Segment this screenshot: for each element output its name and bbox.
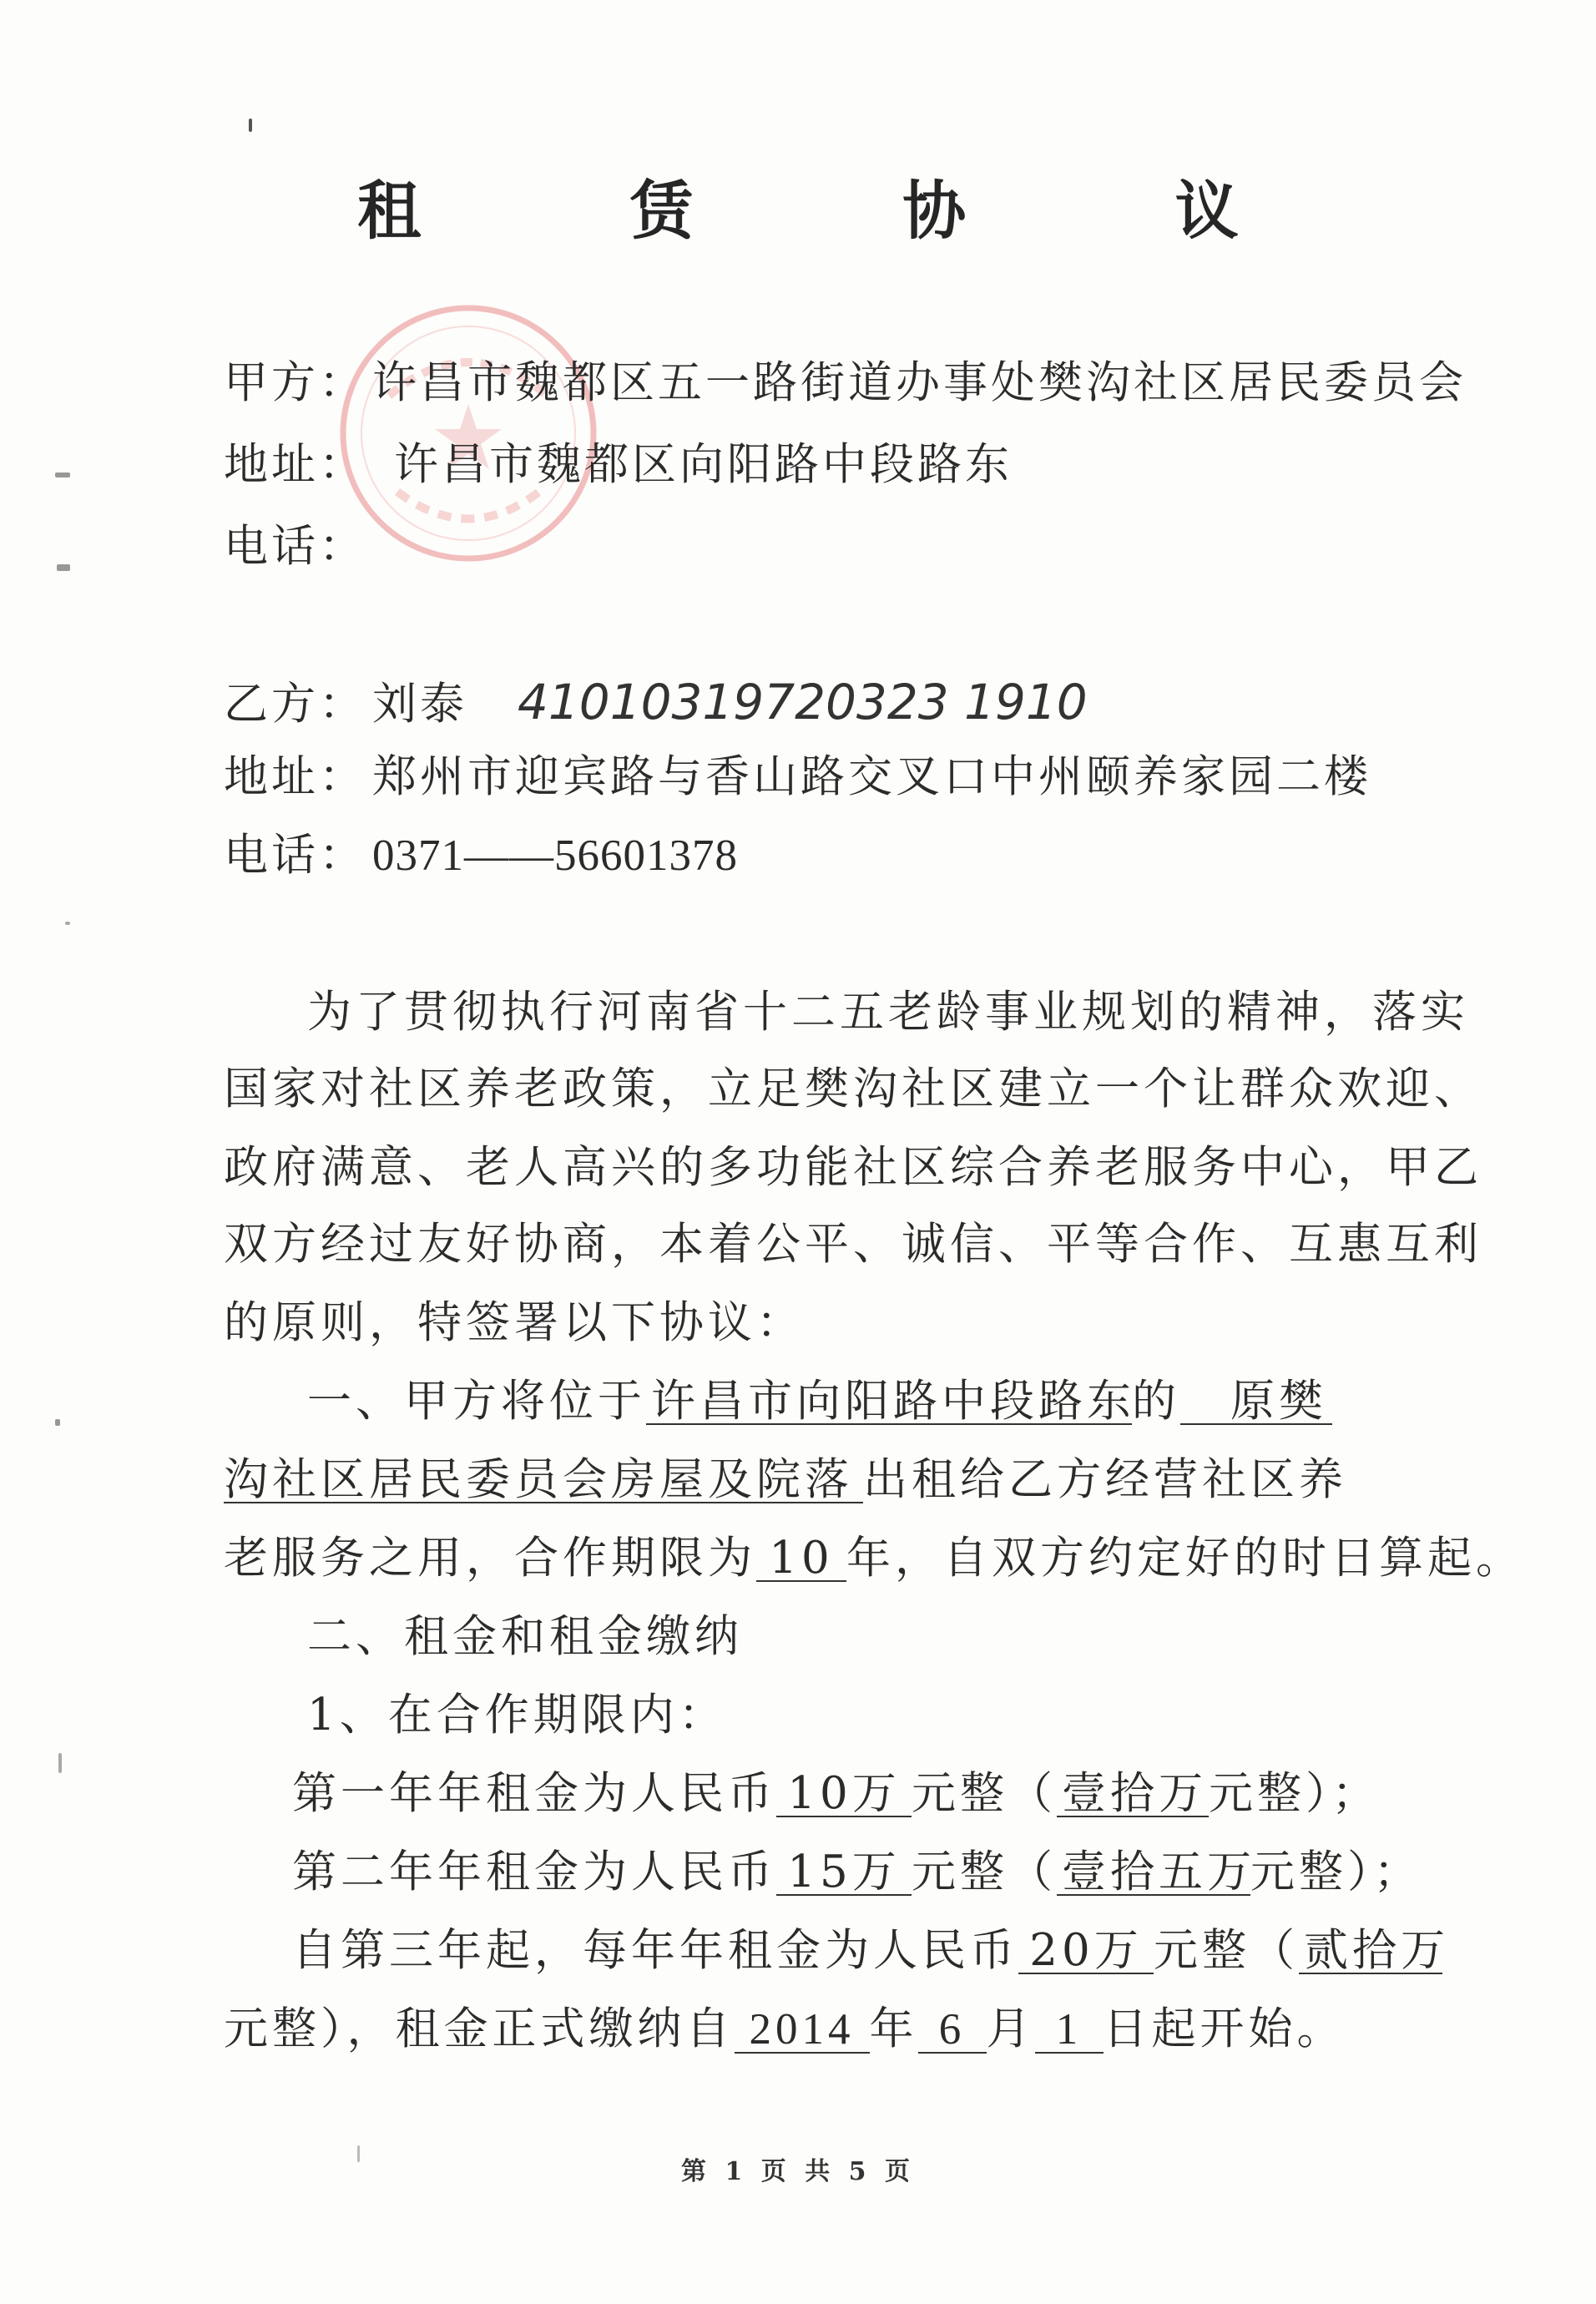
preamble-line: 为了贯彻执行河南省十二五老龄事业规划的精神，落实 xyxy=(307,987,1469,1038)
scan-speck xyxy=(55,472,70,477)
clause1-line3 xyxy=(224,1533,1524,1584)
party-a-line xyxy=(224,357,1467,408)
year3-prefix: 自第三年起，每年年租金为人民币 xyxy=(292,1925,1018,1976)
year2-upper: 壹拾五万 xyxy=(1057,1850,1250,1896)
document-title: 租 赁 协 议 xyxy=(357,174,1332,248)
party-a-label: 甲方： xyxy=(224,357,366,408)
party-a-phone-label: 电话： xyxy=(224,521,366,572)
year2-amount: 15万 xyxy=(776,1850,912,1896)
start-year: 2014 xyxy=(735,2008,870,2054)
month-char: 月 xyxy=(986,2003,1035,2054)
preamble-line: 政府满意、老人高兴的多功能社区综合养老服务中心，甲乙 xyxy=(224,1142,1482,1193)
party-b-label: 乙方： xyxy=(224,679,366,730)
clause1-line3-suffix: 年，自双方约定好的时日算起。 xyxy=(846,1533,1524,1584)
scan-speck xyxy=(58,1753,62,1773)
year2-prefix: 第二年年租金为人民币 xyxy=(292,1847,776,1897)
clause1-property-part2: 沟社区居民委员会房屋及院落 xyxy=(224,1458,863,1503)
clause2-year3-line xyxy=(292,1925,1449,1976)
year1-suffix: 元整）； xyxy=(1209,1768,1381,1819)
year3-mid: 元整（ xyxy=(1154,1925,1299,1976)
party-a-address: 许昌市魏都区向阳路中段路东 xyxy=(394,439,1013,490)
start-month: 6 xyxy=(918,2008,987,2054)
year3-upper: 贰拾万 xyxy=(1299,1928,1442,1974)
party-b-line xyxy=(224,674,1088,730)
clause1-mid: 的 xyxy=(1132,1376,1180,1427)
clause2-sub1: 1、在合作期限内： xyxy=(307,1690,727,1741)
party-a-address-line xyxy=(224,439,1013,490)
party-b-address: 郑州市迎宾路与香山路交叉口中州颐养家园二楼 xyxy=(372,751,1371,802)
clause1-suffix: 出租给乙方经营社区养 xyxy=(863,1454,1347,1505)
clause1-line2 xyxy=(224,1454,1347,1505)
year3-line2-prefix: 元整），租金正式缴纳自 xyxy=(224,2003,735,2054)
scan-speck xyxy=(249,119,252,132)
clause1-prefix: 一、甲方将位于 xyxy=(307,1376,646,1427)
party-b-address-line xyxy=(224,751,1371,802)
page-footer: 第 1 页 共 5 页 xyxy=(681,2157,915,2186)
preamble-line: 双方经过友好协商，本着公平、诚信、平等合作、互惠互利 xyxy=(224,1219,1482,1270)
clause2-year2-line xyxy=(292,1847,1422,1897)
year-char: 年 xyxy=(869,2003,918,2054)
party-a-address-label: 地址： xyxy=(224,439,366,490)
year1-upper: 壹拾万 xyxy=(1057,1771,1209,1817)
year2-suffix: 元整）； xyxy=(1250,1847,1422,1897)
clause1-line3-prefix: 老服务之用，合作期限为 xyxy=(224,1533,756,1584)
clause2-start-line xyxy=(224,2003,1346,2054)
scan-speck xyxy=(65,922,70,925)
clause1-location: 许昌市向阳路中段路东 xyxy=(646,1379,1132,1425)
party-b-name: 刘泰 xyxy=(372,679,467,730)
start-suffix: 日起开始。 xyxy=(1103,2003,1346,2054)
year1-amount: 10万 xyxy=(776,1771,912,1817)
party-b-phone: 0371——56601378 xyxy=(372,831,738,880)
party-a-name: 许昌市魏都区五一路街道办事处樊沟社区居民委员会 xyxy=(372,357,1467,408)
clause1-term: 10 xyxy=(756,1536,846,1582)
year2-mid: 元整（ xyxy=(912,1847,1057,1897)
party-a-phone-line xyxy=(224,521,372,572)
clause1-line1 xyxy=(307,1376,1417,1427)
party-b-phone-line xyxy=(224,830,738,881)
party-b-address-label: 地址： xyxy=(224,751,366,802)
year1-mid: 元整（ xyxy=(912,1768,1057,1819)
party-b-phone-label: 电话： xyxy=(224,830,366,881)
year1-prefix: 第一年年租金为人民币 xyxy=(292,1768,776,1819)
scan-speck xyxy=(55,1419,60,1426)
party-b-id-handwritten: 41010319720323 1910 xyxy=(518,674,1088,730)
clause1-property-part1: 原樊 xyxy=(1180,1379,1332,1425)
year3-amount: 20万 xyxy=(1018,1928,1154,1974)
start-day: 1 xyxy=(1035,2008,1104,2054)
preamble-line: 的原则，特签署以下协议： xyxy=(224,1297,805,1348)
scan-speck xyxy=(57,564,70,571)
clause2-year1-line xyxy=(292,1768,1402,1819)
preamble-line: 国家对社区养老政策，立足樊沟社区建立一个让群众欢迎、 xyxy=(224,1064,1482,1114)
clause2-heading: 二、租金和租金缴纳 xyxy=(307,1611,743,1662)
